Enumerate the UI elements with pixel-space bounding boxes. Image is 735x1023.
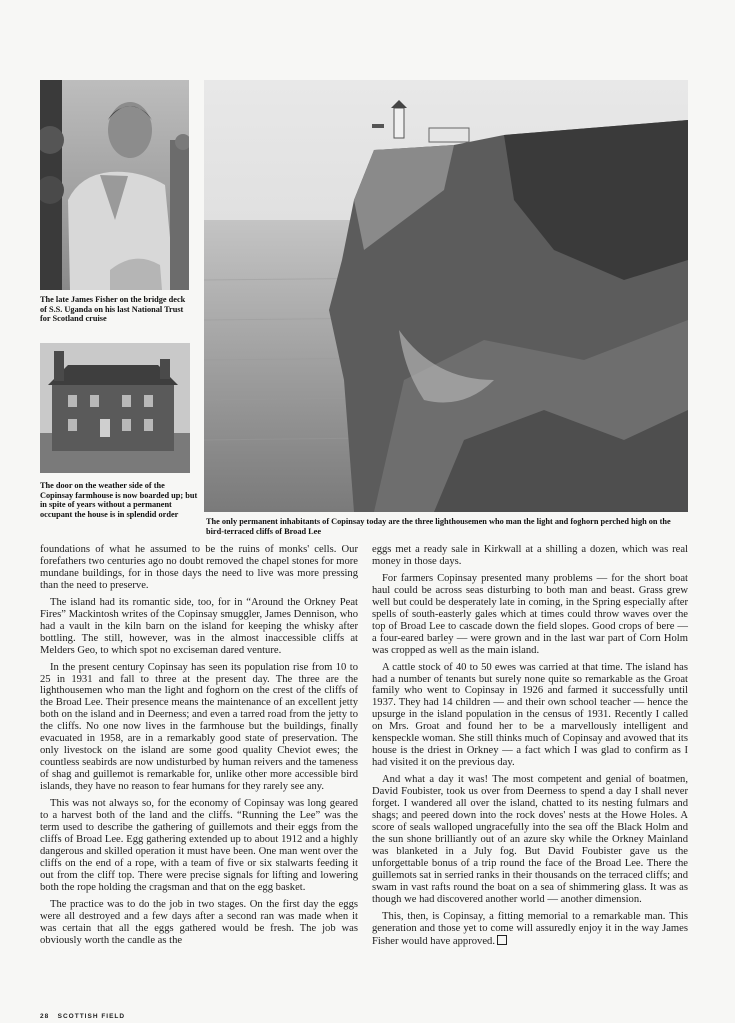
caption-farmhouse: The door on the weather side of the Copinsay farmhouse is now boarded up; but in spite of years without a permanent occupant the house is in splendid order	[40, 481, 198, 519]
article-column-right	[372, 544, 688, 953]
paragraph: And what a day it was! The most competent and genial of boatmen, David Foubister, took us over from Deerness to spend a day I shall never forget. I wandered all over the island, chatted to its nesting fulmars and shags; and peered down into the rock doves' nests at the Howe Holes. A score of seals walloped ungracefully into the sea off the Black Holm and the sun shone brilliantly out of an azure sky while the Orkney Mainland was blanketed in a July fog. But David Foubister gave us the unforgettable bonus of a trip round the face of the Broad Lee. There the guillemots sat in serried ranks in their thousands on the terraced cliffs; and swam in vast rafts round the boat on a sea of shimmering glass. It was as though we had discovered another world — another dimension.	[372, 774, 688, 905]
end-mark-icon	[497, 935, 507, 945]
paragraph: A cattle stock of 40 to 50 ewes was carried at that time. The island has had a number of tenants but surely none quite so remarkable as the Groat family who went to Copinsay in 1926 and farmed it successfully until 1937. They had 14 children — and their own school teacher — hence the upsurge in the island population in the census of 1931. Recently I called on Mrs. Groat and found her to be a marvellously intelligent and kenspeckle woman. She still thinks much of Copinsay and avowed that its house is the driest in Orkney — a fact which I was glad to confirm as I had visited it on the previous day.	[372, 661, 688, 769]
paragraph: The practice was to do the job in two stages. On the first day the eggs were all destroyed and a few days after a second ran was made when it was certain that all the eggs gathered would be fresh. The job was obviously worth the candle as the	[40, 898, 358, 946]
paragraph: eggs met a ready sale in Kirkwall at a shilling a dozen, which was real money in those days.	[372, 544, 688, 567]
page-footer	[40, 1013, 125, 1020]
paragraph-final	[372, 911, 688, 948]
caption-fisher: The late James Fisher on the bridge deck of S.S. Uganda on his last National Trust for Scotland cruise	[40, 295, 186, 324]
paragraph: This was not always so, for the economy of Copinsay was long geared to a harvest both of the land and the cliffs. “Running the Lee” was the term used to describe the gathering of guillemots and their eggs from the cliffs of Broad Lee. Egg gathering extended up to about 1912 and a highly dangerous and skilled operation it must have been. One man went over the cliffs on the end of a rope, with a team of five or six stalwarts feeding it out from the cliff top. There were precise signals for lifting and lowering both the rope holding the cragsman and that on the egg basket.	[40, 798, 358, 893]
photo-broad-lee-cliffs	[204, 80, 688, 512]
paragraph: foundations of what he assumed to be the ruins of monks' cells. Our forefathers two centuries ago no doubt removed the chapel stones for more mundane buildings, for in those days the need to live was more pressing than the need to preserve.	[40, 544, 358, 591]
photo-james-fisher	[40, 80, 189, 290]
page-number: 28	[40, 1013, 50, 1020]
final-paragraph-text: This, then, is Copinsay, a fitting memorial to a remarkable man. This generation and those yet to come will assuredly enjoy it in the way James Fisher would have approved.	[372, 910, 688, 947]
paragraph: In the present century Copinsay has seen its population rise from 10 to 25 in 1931 and fall to three at the present day. The three are the lighthousemen who man the light and foghorn on the crest of the cliffs of the Broad Lee. Their presence means the maintenance of an excellent jetty both on the island and in Deerness; and even a tarred road from the jetty to the cliffs. No one now lives in the farmhouse but the buildings, finally evacuated in 1958, are in a remarkably good state of preservation. The only livestock on the island are some good quality Cheviot ewes; the countless seabirds are now undisturbed by human reivers and the tameness of shag and guillemot is remarkable for, unlike other more accessible bird islands, they have no reason to fear humans for they rarely see any.	[40, 661, 358, 793]
paragraph: For farmers Copinsay presented many problems — for the short boat haul could be across seas disturbing to both man and beast. Grass grew well but could be desperately late in coming, in the Spring especially after spells of south-easterly gales which at times could throw waves over the top of Broad Lee to cascade down the field slopes. Good crops of bere — a four-eared barley — were grown and in the last war part of Corn Holm was cropped as well as the main island.	[372, 572, 688, 656]
paragraph: The island had its romantic side, too, for in “Around the Orkney Peat Fires” Mackintosh writes of the Copinsay smuggler, James Dennison, who had a vault in the kiln barn on the island for keeping the whisky after bottling. The still, however, was in the almost inaccessible cliffs at Melders Geo, to which spot no exciseman dared venture.	[40, 596, 358, 656]
photo-copinsay-farmhouse	[40, 343, 190, 473]
article-column-left	[40, 544, 358, 952]
caption-cliffs: The only permanent inhabitants of Copinsay today are the three lighthousemen who man the light and foghorn perched high on the bird-terraced cliffs of Broad Lee	[206, 517, 671, 536]
magazine-name: SCOTTISH FIELD	[57, 1013, 126, 1020]
